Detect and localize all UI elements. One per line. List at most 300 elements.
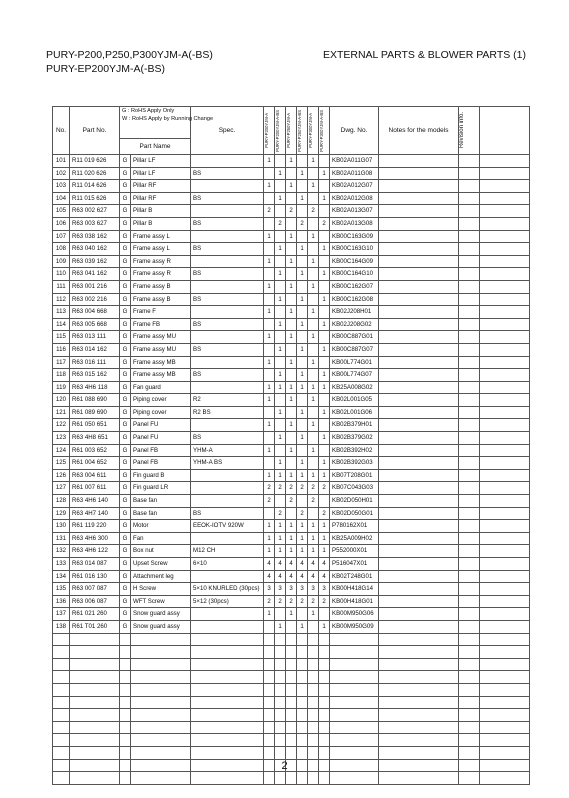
row-qty: 4 — [297, 558, 308, 571]
row-qty: 1 — [297, 432, 308, 445]
row-extra — [480, 167, 530, 180]
row-qty: 1 — [275, 293, 286, 306]
table-row — [53, 608, 530, 621]
empty-cell — [480, 734, 530, 747]
row-qty — [264, 369, 275, 382]
table-row — [53, 558, 530, 571]
row-rohs-flag: G — [120, 406, 131, 419]
row-qty — [275, 444, 286, 457]
row-part-no: R63 004 668 — [70, 306, 120, 319]
row-qty — [308, 369, 319, 382]
empty-cell — [330, 772, 379, 785]
row-rohs-flag: G — [120, 620, 131, 633]
row-no: 103 — [53, 180, 70, 193]
empty-cell — [264, 646, 275, 659]
row-extra — [480, 520, 530, 533]
row-extra — [480, 268, 530, 281]
row-qty — [286, 457, 297, 470]
row-dwg-no: KB25A008G02 — [330, 381, 379, 394]
row-part-name: Panel FB — [131, 457, 191, 470]
row-qty — [319, 155, 330, 168]
empty-cell — [330, 709, 379, 722]
row-part-no: R63 038 162 — [70, 230, 120, 243]
row-part-no: R61 003 652 — [70, 444, 120, 457]
row-qty: 1 — [308, 306, 319, 319]
row-qty — [297, 230, 308, 243]
empty-cell — [275, 696, 286, 709]
col-header-blank — [480, 107, 530, 155]
row-dwg-no: KB02A013G08 — [330, 217, 379, 230]
table-row — [53, 255, 530, 268]
row-part-no: R63 039 162 — [70, 255, 120, 268]
row-qty: 1 — [275, 243, 286, 256]
empty-cell — [459, 734, 480, 747]
row-qty: 1 — [308, 180, 319, 193]
row-qty: 1 — [308, 255, 319, 268]
row-extra — [480, 419, 530, 432]
row-qty: 1 — [308, 381, 319, 394]
row-part-name: Frame assy B — [131, 280, 191, 293]
empty-cell — [53, 772, 70, 785]
empty-cell — [53, 683, 70, 696]
empty-cell — [480, 721, 530, 734]
row-part-name: Frame assy L — [131, 230, 191, 243]
empty-cell — [480, 746, 530, 759]
row-part-no: R61 007 611 — [70, 482, 120, 495]
row-qty: 1 — [308, 469, 319, 482]
row-dwg-no: KB02J208H01 — [330, 306, 379, 319]
empty-cell — [319, 696, 330, 709]
empty-cell — [264, 683, 275, 696]
row-qty — [286, 406, 297, 419]
row-notes — [379, 167, 459, 180]
row-qty: 4 — [297, 570, 308, 583]
empty-cell — [286, 683, 297, 696]
row-revision — [459, 356, 480, 369]
row-qty: 1 — [297, 469, 308, 482]
row-qty: 1 — [297, 520, 308, 533]
row-no: 134 — [53, 570, 70, 583]
row-qty: 1 — [264, 608, 275, 621]
row-notes — [379, 217, 459, 230]
row-qty — [264, 217, 275, 230]
row-notes — [379, 457, 459, 470]
row-qty: 1 — [264, 419, 275, 432]
empty-cell — [70, 633, 120, 646]
row-part-no: R61 T01 260 — [70, 620, 120, 633]
row-part-no: R63 4H7 140 — [70, 507, 120, 520]
table-row — [53, 243, 530, 256]
empty-cell — [131, 658, 191, 671]
row-notes — [379, 268, 459, 281]
row-extra — [480, 507, 530, 520]
row-qty: 1 — [275, 192, 286, 205]
empty-cell — [319, 734, 330, 747]
empty-cell — [379, 633, 459, 646]
row-qty — [286, 167, 297, 180]
row-spec: M12 CH — [191, 545, 264, 558]
row-spec: BS — [191, 167, 264, 180]
row-qty — [275, 205, 286, 218]
row-qty: 1 — [264, 280, 275, 293]
row-qty: 1 — [308, 545, 319, 558]
row-qty — [286, 268, 297, 281]
row-extra — [480, 457, 530, 470]
empty-cell — [70, 646, 120, 659]
empty-cell — [70, 696, 120, 709]
row-qty: 4 — [264, 570, 275, 583]
row-qty — [297, 419, 308, 432]
row-no: 123 — [53, 432, 70, 445]
empty-cell — [379, 683, 459, 696]
row-qty: 1 — [319, 432, 330, 445]
row-rohs-flag: G — [120, 230, 131, 243]
row-notes — [379, 545, 459, 558]
empty-cell — [308, 746, 319, 759]
row-part-no: R61 050 651 — [70, 419, 120, 432]
row-extra — [480, 545, 530, 558]
row-extra — [480, 155, 530, 168]
row-qty: 1 — [319, 520, 330, 533]
empty-cell — [53, 646, 70, 659]
empty-cell — [379, 746, 459, 759]
empty-row — [53, 772, 530, 785]
row-no: 114 — [53, 318, 70, 331]
row-qty — [264, 457, 275, 470]
row-dwg-no: KB02B379G02 — [330, 432, 379, 445]
row-notes — [379, 444, 459, 457]
row-qty: 1 — [275, 532, 286, 545]
table-row — [53, 495, 530, 508]
row-qty: 4 — [264, 558, 275, 571]
row-part-no: R61 016 130 — [70, 570, 120, 583]
empty-cell — [264, 658, 275, 671]
row-extra — [480, 255, 530, 268]
col-header-revision: Revision info. — [459, 112, 466, 149]
row-extra — [480, 293, 530, 306]
row-qty — [275, 230, 286, 243]
empty-cell — [275, 658, 286, 671]
row-qty: 1 — [286, 608, 297, 621]
row-rohs-flag: G — [120, 444, 131, 457]
row-qty — [286, 620, 297, 633]
row-extra — [480, 394, 530, 407]
row-qty — [286, 432, 297, 445]
empty-cell — [264, 633, 275, 646]
row-qty — [308, 217, 319, 230]
row-revision — [459, 482, 480, 495]
empty-cell — [191, 772, 264, 785]
row-qty — [319, 306, 330, 319]
row-dwg-no: KB02D050H01 — [330, 495, 379, 508]
row-rohs-flag: G — [120, 495, 131, 508]
table-row — [53, 406, 530, 419]
table-row — [53, 205, 530, 218]
row-part-no: R11 020 626 — [70, 167, 120, 180]
row-part-name: Base fan — [131, 507, 191, 520]
empty-cell — [330, 734, 379, 747]
row-qty — [264, 293, 275, 306]
empty-cell — [120, 683, 131, 696]
row-notes — [379, 558, 459, 571]
empty-cell — [131, 696, 191, 709]
row-extra — [480, 217, 530, 230]
row-spec: 6×10 — [191, 558, 264, 571]
row-extra — [480, 205, 530, 218]
row-qty — [264, 507, 275, 520]
row-qty — [275, 280, 286, 293]
empty-cell — [480, 633, 530, 646]
row-qty — [308, 507, 319, 520]
row-no: 130 — [53, 520, 70, 533]
table-row — [53, 356, 530, 369]
row-qty: 1 — [275, 369, 286, 382]
table-row — [53, 293, 530, 306]
row-qty: 1 — [264, 306, 275, 319]
row-rohs-flag: G — [120, 457, 131, 470]
row-qty: 1 — [319, 381, 330, 394]
row-revision — [459, 432, 480, 445]
row-qty: 1 — [264, 545, 275, 558]
row-qty: 1 — [297, 268, 308, 281]
table-row — [53, 230, 530, 243]
row-dwg-no: KB02B392G03 — [330, 457, 379, 470]
empty-row — [53, 746, 530, 759]
table-row — [53, 469, 530, 482]
empty-cell — [286, 658, 297, 671]
row-qty: 2 — [286, 495, 297, 508]
row-part-no: R63 041 162 — [70, 268, 120, 281]
row-part-no: R63 4H6 122 — [70, 545, 120, 558]
row-qty: 4 — [308, 558, 319, 571]
row-part-name: Base fan — [131, 495, 191, 508]
row-dwg-no: KB25A009H02 — [330, 532, 379, 545]
row-revision — [459, 595, 480, 608]
empty-cell — [308, 646, 319, 659]
row-extra — [480, 406, 530, 419]
row-qty: 1 — [264, 230, 275, 243]
row-part-no: R63 013 111 — [70, 331, 120, 344]
table-row — [53, 331, 530, 344]
row-notes — [379, 482, 459, 495]
row-qty: 1 — [308, 444, 319, 457]
empty-cell — [70, 772, 120, 785]
row-extra — [480, 570, 530, 583]
row-no: 120 — [53, 394, 70, 407]
row-spec — [191, 482, 264, 495]
empty-cell — [264, 746, 275, 759]
row-spec: BS — [191, 243, 264, 256]
empty-cell — [308, 683, 319, 696]
row-notes — [379, 469, 459, 482]
row-dwg-no: KB00H418G01 — [330, 595, 379, 608]
row-dwg-no: P552000X01 — [330, 545, 379, 558]
row-extra — [480, 482, 530, 495]
row-qty: 1 — [264, 532, 275, 545]
row-qty — [297, 356, 308, 369]
row-dwg-no: P516047X01 — [330, 558, 379, 571]
empty-cell — [275, 772, 286, 785]
empty-cell — [120, 658, 131, 671]
empty-cell — [120, 709, 131, 722]
row-notes — [379, 532, 459, 545]
row-qty: 1 — [297, 343, 308, 356]
row-qty: 1 — [286, 545, 297, 558]
row-dwg-no: KB02L001G05 — [330, 394, 379, 407]
row-qty: 2 — [319, 507, 330, 520]
col-header-dwg: Dwg. No. — [330, 107, 379, 155]
empty-cell — [297, 646, 308, 659]
row-qty — [297, 444, 308, 457]
row-extra — [480, 495, 530, 508]
row-spec — [191, 532, 264, 545]
row-extra — [480, 469, 530, 482]
row-dwg-no: KB07C043G03 — [330, 482, 379, 495]
row-qty: 1 — [308, 532, 319, 545]
row-no: 128 — [53, 495, 70, 508]
row-qty — [264, 192, 275, 205]
empty-cell — [319, 772, 330, 785]
row-revision — [459, 205, 480, 218]
row-spec: EEOK-IOTV 920W — [191, 520, 264, 533]
row-qty: 2 — [264, 205, 275, 218]
row-rohs-flag: G — [120, 520, 131, 533]
row-rohs-flag: G — [120, 583, 131, 596]
row-spec — [191, 419, 264, 432]
row-qty: 1 — [286, 180, 297, 193]
row-dwg-no: KB00C162G07 — [330, 280, 379, 293]
row-part-no: R63 002 627 — [70, 205, 120, 218]
model-col-1: PURY-P200YJM-A — [264, 113, 270, 148]
model-col-5: PURY-P300YJM-A — [308, 113, 314, 148]
row-revision — [459, 167, 480, 180]
row-qty: 4 — [286, 570, 297, 583]
empty-cell — [120, 633, 131, 646]
row-notes — [379, 419, 459, 432]
empty-cell — [330, 746, 379, 759]
row-qty — [275, 419, 286, 432]
row-notes — [379, 180, 459, 193]
row-rohs-flag: G — [120, 217, 131, 230]
row-part-name: Frame assy MB — [131, 356, 191, 369]
row-part-name: Panel FU — [131, 432, 191, 445]
row-rohs-flag: G — [120, 268, 131, 281]
row-part-name: Box nut — [131, 545, 191, 558]
row-no: 126 — [53, 469, 70, 482]
row-no: 131 — [53, 532, 70, 545]
row-part-no: R11 019 626 — [70, 155, 120, 168]
row-part-name: Panel FU — [131, 419, 191, 432]
row-extra — [480, 583, 530, 596]
row-qty: 2 — [319, 482, 330, 495]
row-qty: 2 — [308, 595, 319, 608]
row-qty: 1 — [286, 532, 297, 545]
row-qty: 1 — [286, 280, 297, 293]
row-spec: BS — [191, 268, 264, 281]
row-revision — [459, 520, 480, 533]
row-part-no: R63 006 087 — [70, 595, 120, 608]
table-row — [53, 532, 530, 545]
empty-cell — [53, 734, 70, 747]
empty-cell — [480, 683, 530, 696]
row-qty — [308, 192, 319, 205]
empty-cell — [131, 709, 191, 722]
row-qty: 2 — [275, 217, 286, 230]
row-part-name: Pillar RF — [131, 192, 191, 205]
row-spec — [191, 331, 264, 344]
empty-cell — [131, 721, 191, 734]
row-rohs-flag: G — [120, 167, 131, 180]
empty-cell — [191, 633, 264, 646]
row-qty: 1 — [275, 318, 286, 331]
table-row — [53, 155, 530, 168]
empty-cell — [191, 709, 264, 722]
empty-cell — [297, 709, 308, 722]
row-extra — [480, 180, 530, 193]
empty-cell — [319, 646, 330, 659]
row-qty: 1 — [308, 230, 319, 243]
row-qty: 1 — [286, 356, 297, 369]
row-qty — [264, 243, 275, 256]
row-extra — [480, 331, 530, 344]
model-line-1: PURY-P200,P250,P300YJM-A(-BS) — [46, 49, 213, 61]
row-no: 106 — [53, 217, 70, 230]
row-qty — [319, 205, 330, 218]
empty-cell — [275, 734, 286, 747]
row-qty: 1 — [319, 532, 330, 545]
row-spec: R2 — [191, 394, 264, 407]
row-no: 101 — [53, 155, 70, 168]
row-rohs-flag: G — [120, 432, 131, 445]
row-qty — [286, 293, 297, 306]
row-qty: 1 — [286, 306, 297, 319]
row-no: 112 — [53, 293, 70, 306]
row-qty: 1 — [275, 406, 286, 419]
row-qty: 1 — [286, 520, 297, 533]
row-part-name: Upset Screw — [131, 558, 191, 571]
row-qty: 1 — [264, 255, 275, 268]
row-qty: 2 — [319, 595, 330, 608]
row-notes — [379, 356, 459, 369]
empty-cell — [459, 721, 480, 734]
row-qty: 1 — [286, 394, 297, 407]
row-qty: 1 — [297, 293, 308, 306]
empty-cell — [120, 721, 131, 734]
row-notes — [379, 155, 459, 168]
table-row — [53, 482, 530, 495]
row-no: 102 — [53, 167, 70, 180]
row-no: 119 — [53, 381, 70, 394]
row-spec — [191, 280, 264, 293]
row-no: 104 — [53, 192, 70, 205]
table-row — [53, 620, 530, 633]
empty-cell — [275, 646, 286, 659]
row-notes — [379, 432, 459, 445]
row-revision — [459, 318, 480, 331]
row-part-no: R11 014 626 — [70, 180, 120, 193]
empty-cell — [319, 671, 330, 684]
row-spec: BS — [191, 217, 264, 230]
row-part-name: Frame assy B — [131, 293, 191, 306]
row-extra — [480, 608, 530, 621]
row-part-name: Piping cover — [131, 406, 191, 419]
empty-cell — [319, 633, 330, 646]
row-rohs-flag: G — [120, 293, 131, 306]
empty-cell — [191, 646, 264, 659]
row-notes — [379, 280, 459, 293]
row-notes — [379, 331, 459, 344]
table-row — [53, 192, 530, 205]
